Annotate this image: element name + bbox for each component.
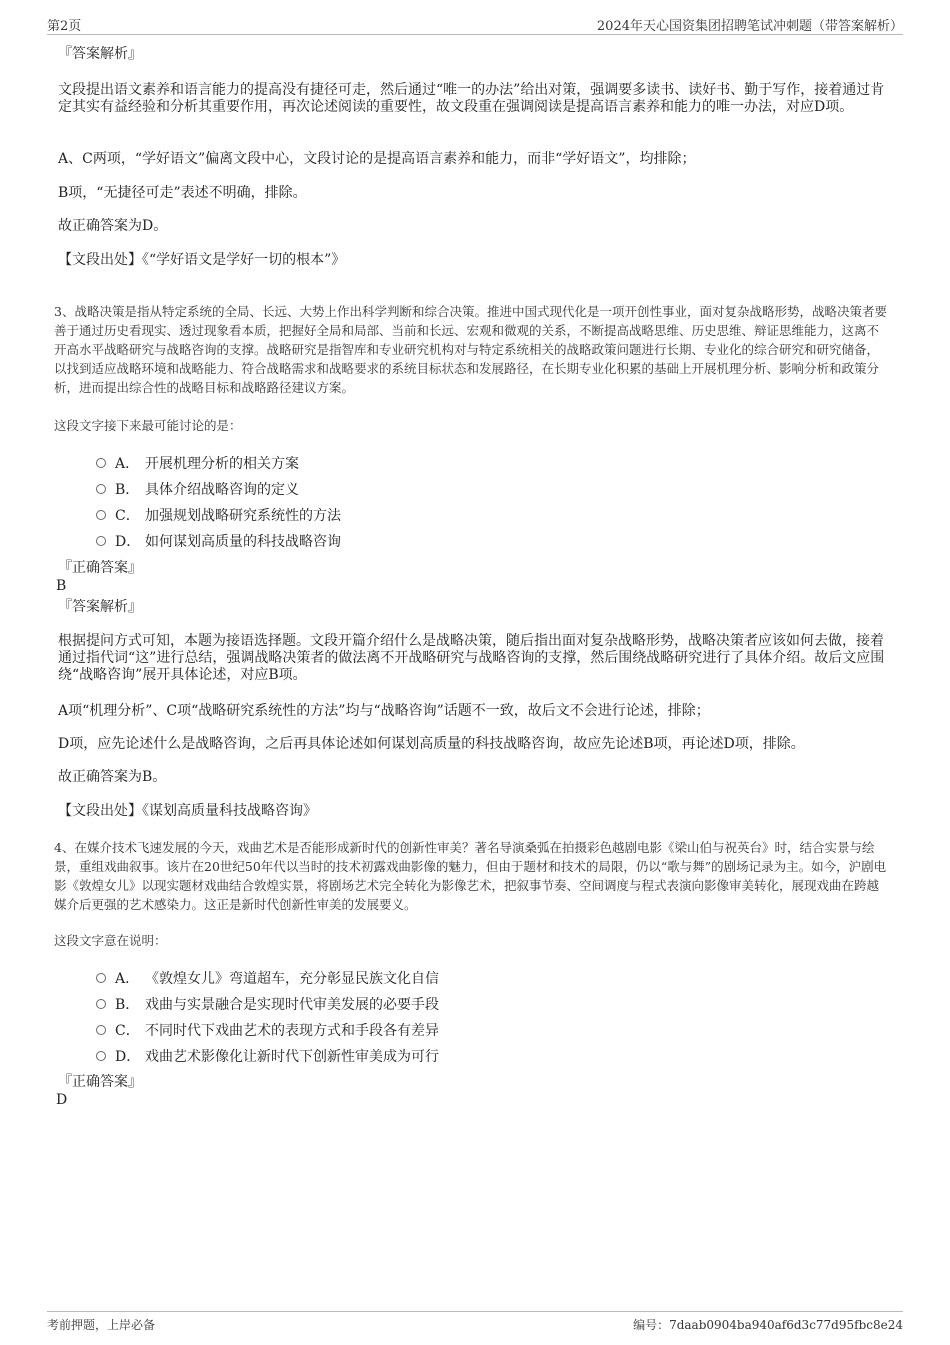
footer-slogan: 考前押题，上岸必备 — [47, 1318, 156, 1332]
q3-option-d[interactable]: D． 如何谋划高质量的科技战略咨询 — [96, 531, 341, 551]
q4-option-a[interactable]: A． 《敦煌女儿》弯道超车，充分彰显民族文化自信 — [96, 968, 439, 988]
q4-question: 这段文字意在说明： — [54, 933, 167, 948]
document-title: 2024年天心国资集团招聘笔试冲刺题（带答案解析） — [596, 19, 903, 34]
q4-option-c[interactable]: C． 不同时代下戏曲艺术的表现方式和手段各有差异 — [96, 1020, 439, 1040]
q4-stem: 4、在媒介技术飞速发展的今天，戏曲艺术是否能形成新时代的创新性审美？著名导演桑弧在拍摄彩色越剧电影《梁山伯与祝英台》时，结合实景与绘景，重组戏曲叙事。该片在20世纪50年代以当时的技术初露戏曲影像的魅力，但由于题材和技术的局限，仍以“歌与舞”的剧场记录为主。如今，沪剧电影《敦煌女儿》以现实题材戏曲结合敦煌实景，将剧场艺术完全转化为影像艺术，把叙事节奏、空间调度与程式表演向影像审美转化，展现戏曲在跨越媒介后更强的艺术感染力。这正是新时代创新性审美的发展要义。 — [54, 840, 887, 912]
q3-option-c[interactable]: C． 加强规划战略研究系统性的方法 — [96, 505, 341, 525]
q3-analysis-title: 『答案解析』 — [58, 599, 142, 615]
q2-analysis-p3: B项，“无捷径可走”表述不明确，排除。 — [58, 185, 307, 201]
q3-analysis-p3: D项，应先论述什么是战略咨询，之后再具体论述如何谋划高质量的科技战略咨询，故应先论述B项，再论述D项，排除。 — [58, 736, 805, 752]
q2-analysis-p1: 文段提出语文素养和语言能力的提高没有捷径可走，然后通过“唯一的办法”给出对策，强调要多读书、读好书、勤于写作，接着通过肯定其实有益经验和分析其重要作用，再次论述阅读的重要性，故文段重在强调阅读是提高语言素养和能力的唯一办法，对应D项。 — [58, 82, 885, 115]
q3-analysis-p1: 根据提问方式可知，本题为接语选择题。文段开篇介绍什么是战略决策，随后指出面对复杂战略形势，战略决策者应该如何去做，接着通过指代词“这”进行总结，强调战略决策者的做法离不开战略研究与战略咨询的支撑，然后围绕战略研究进行了具体介绍。故后文应围绕“战略咨询”展开具体论述，对应B项。 — [58, 633, 885, 683]
q2-analysis-p2: A、C两项，“学好语文”偏离文段中心，文段讨论的是提高语言素养和能力，而非“学好语文”，均排除； — [58, 151, 696, 167]
page-footer — [47, 1311, 903, 1332]
radio-icon[interactable] — [96, 973, 106, 983]
page-number: 第2页 — [47, 19, 82, 34]
q3-answer-title: 『正确答案』 — [58, 560, 142, 576]
footer-id: 编号：7daab0904ba940af6d3c77d95fbc8e24 — [633, 1318, 903, 1332]
q3-option-b[interactable]: B． 具体介绍战略咨询的定义 — [96, 479, 299, 499]
q3-stem: 3、战略决策是指从特定系统的全局、长远、大势上作出科学判断和综合决策。推进中国式现代化是一项开创性事业，面对复杂战略形势，战略决策者要善于通过历史看现实、透过现象看本质，把握好全局和局部、当前和长远、宏观和微观的关系，不断提高战略思维、历史思维、辩证思维能力，这离不开高水平战略研究与战略咨询的支撑。战略研究是指智库和专业研究机构对与特定系统相关的战略政策问题进行长期、专业化的综合研究和研究储备，以找到适应战略环境和战略能力、符合战略需求和战略要求的系统目标状态和发展路径，在长期专业化积累的基础上开展机理分析、影响分析和政策分析，进而提出综合性的战略目标和战略路径建议方案。 — [54, 304, 887, 395]
radio-icon[interactable] — [96, 536, 106, 546]
q3-analysis-p4: 故正确答案为B。 — [58, 769, 167, 785]
q2-analysis-title: 『答案解析』 — [58, 46, 142, 62]
q4-answer-title: 『正确答案』 — [58, 1074, 142, 1090]
radio-icon[interactable] — [96, 484, 106, 494]
radio-icon[interactable] — [96, 458, 106, 468]
q3-source: 【文段出处】《谋划高质量科技战略咨询》 — [58, 803, 317, 819]
q3-option-a[interactable]: A． 开展机理分析的相关方案 — [96, 453, 299, 473]
radio-icon[interactable] — [96, 999, 106, 1009]
q4-option-b[interactable]: B． 戏曲与实景融合是实现时代审美发展的必要手段 — [96, 994, 439, 1014]
q2-analysis-p4: 故正确答案为D。 — [58, 218, 168, 234]
page-header — [47, 14, 903, 35]
q4-option-d[interactable]: D． 戏曲艺术影像化让新时代下创新性审美成为可行 — [96, 1046, 439, 1066]
q3-answer: B — [56, 578, 67, 594]
radio-icon[interactable] — [96, 1025, 106, 1035]
radio-icon[interactable] — [96, 510, 106, 520]
q4-answer: D — [56, 1092, 68, 1108]
q2-source: 【文段出处】《“学好语文是学好一切的根本”》 — [58, 252, 346, 268]
q3-analysis-p2: A项“机理分析”、C项“战略研究系统性的方法”均与“战略咨询”话题不一致，故后文不会进行论述，排除； — [58, 703, 710, 719]
radio-icon[interactable] — [96, 1051, 106, 1061]
q3-question: 这段文字接下来最可能讨论的是： — [54, 418, 242, 433]
